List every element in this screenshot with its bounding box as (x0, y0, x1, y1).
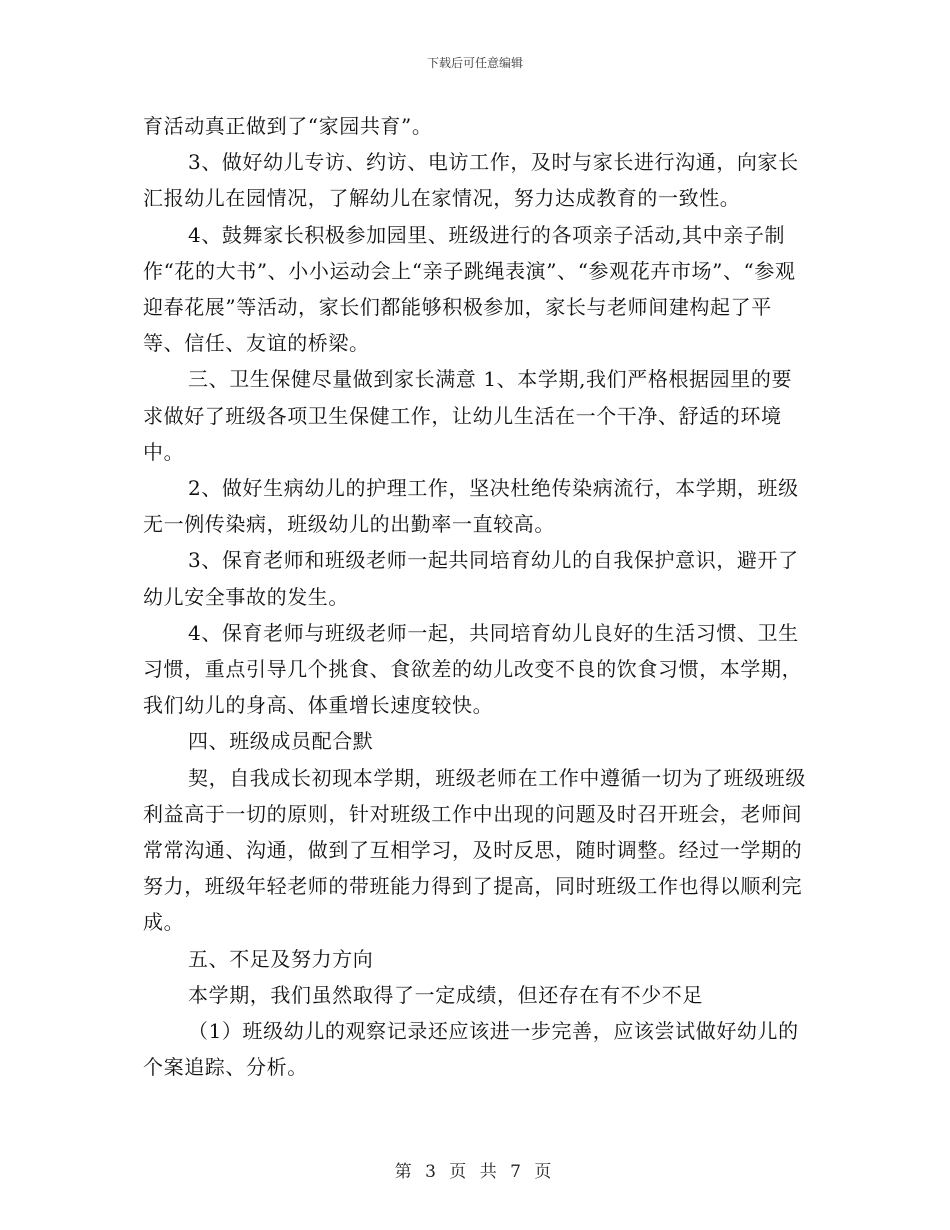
paragraph: 3、做好幼儿专访、约访、电访工作，及时与家长进行沟通，向家长汇报幼儿在园情况，了解幼儿在家情况，努力达成教育的一致性。 (143, 150, 799, 211)
document-body (143, 108, 808, 1085)
section-heading: 五、不足及努力方向 (188, 946, 374, 971)
paragraph: 2、做好生病幼儿的护理工作，坚决杜绝传染病流行，本学期，班级无一例传染病，班级幼儿的出勤率一直较高。 (143, 476, 799, 537)
paragraph: 育活动真正做到了“家园共育”。 (143, 114, 433, 138)
paragraph: 本学期，我们虽然取得了一定成绩，但还存在有不少不足 (188, 982, 703, 1007)
page-number: 第 3 页 共 7 页 (394, 1162, 556, 1182)
paragraph: 三、卫生保健尽量做到家长满意 1、本学期,我们严格根据园里的要求做好了班级各项卫生保健工作，让幼儿生活在一个干净、舒适的环境中。 (143, 367, 793, 464)
section-heading: 四、班级成员配合默 (188, 729, 374, 754)
paragraph: 4、鼓舞家长积极参加园里、班级进行的各项亲子活动,其中亲子制作“花的大书”、小小运动会上“亲子跳绳表演”、“参观花卉市场”、“参观迎春花展”等活动，家长们都能够积极参加，家长与老师间建构起了平等、信任、友谊的桥梁。 (143, 222, 796, 356)
page-header: 下载后可任意编辑 (426, 56, 523, 70)
paragraph: （1）班级幼儿的观察记录还应该进一步完善，应该尝试做好幼儿的个案追踪、分析。 (143, 1019, 799, 1080)
paragraph: 3、保育老师和班级老师一起共同培育幼儿的自我保护意识，避开了幼儿安全事故的发生。 (143, 548, 799, 609)
paragraph: 4、保育老师与班级老师一起，共同培育幼儿良好的生活习惯、卫生习惯，重点引导几个挑食、食欲差的幼儿改变不良的饮食习惯，本学期，我们幼儿的身高、体重增长速度较快。 (143, 620, 803, 718)
paragraph: 契，自我成长初现本学期，班级老师在工作中遵循一切为了班级班级利益高于一切的原则，针对班级工作中出现的问题及时召开班会，老师间常常沟通、沟通，做到了互相学习，及时反思，随时调整。经过一学期的努力，班级年轻老师的带班能力得到了提高，同时班级工作也得以顺利完成。 (143, 765, 806, 935)
